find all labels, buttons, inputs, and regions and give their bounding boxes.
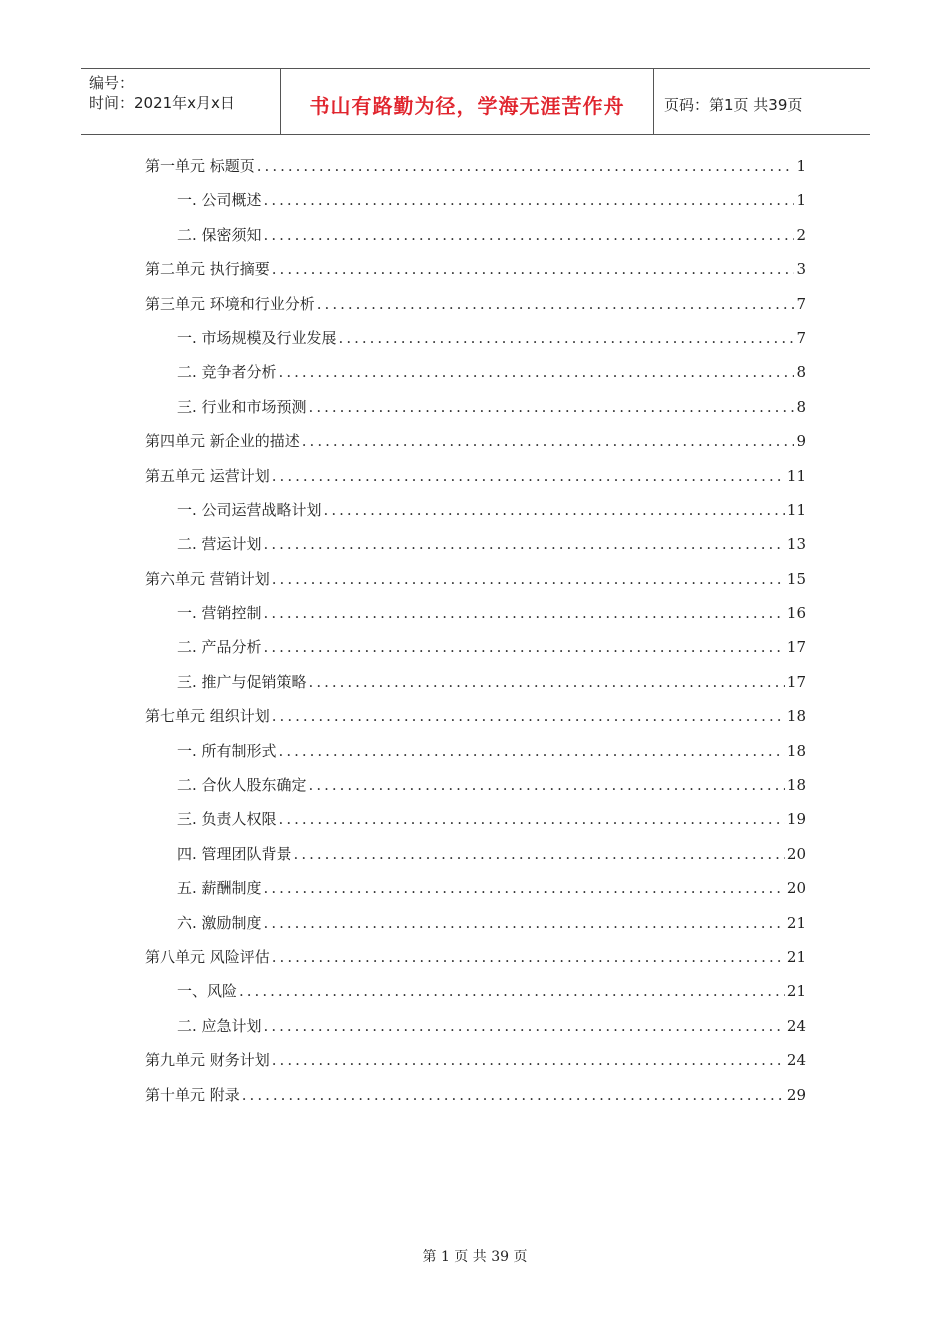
toc-entry-label: 五. 薪酬制度 (177, 879, 262, 898)
toc-entry-page-number: 17 (786, 672, 806, 691)
toc-entry-label: 第二单元 执行摘要 (145, 260, 270, 279)
toc-entry-page-number: 2 (796, 225, 806, 244)
toc-entry-label: 第三单元 环境和行业分析 (145, 294, 315, 313)
toc-entry-page-number: 24 (786, 1051, 806, 1070)
table-of-contents (145, 155, 806, 1118)
toc-entry[interactable] (145, 224, 806, 258)
toc-dot-leader (279, 742, 785, 760)
document-number-label: 编号： (89, 74, 135, 92)
toc-entry-label: 二. 合伙人股东确定 (177, 776, 307, 795)
toc-entry-page-number: 18 (786, 707, 806, 726)
toc-entry[interactable] (145, 258, 806, 292)
toc-entry[interactable] (145, 568, 806, 602)
toc-dot-leader (264, 535, 785, 553)
toc-entry-page-number: 21 (786, 913, 806, 932)
header-motto: 书山有路勤为径，学海无涯苦作舟 (309, 94, 625, 118)
toc-entry[interactable] (145, 671, 806, 705)
toc-dot-leader (294, 845, 785, 863)
toc-entry-page-number: 16 (786, 604, 806, 623)
toc-entry-page-number: 8 (796, 397, 806, 416)
toc-entry[interactable] (145, 293, 806, 327)
toc-dot-leader (272, 948, 785, 966)
toc-entry[interactable] (145, 189, 806, 223)
toc-entry[interactable] (145, 843, 806, 877)
toc-dot-leader (272, 707, 785, 725)
toc-entry-page-number: 21 (786, 947, 806, 966)
toc-entry[interactable] (145, 1015, 806, 1049)
toc-entry-page-number: 20 (786, 879, 806, 898)
toc-entry-label: 四. 管理团队背景 (177, 844, 292, 863)
toc-entry-label: 第六单元 营销计划 (145, 569, 270, 588)
toc-entry[interactable] (145, 636, 806, 670)
document-time-label: 时间：2021年x月x日 (89, 94, 235, 112)
toc-dot-leader (279, 810, 785, 828)
toc-entry[interactable] (145, 808, 806, 842)
toc-entry-label: 二. 产品分析 (177, 638, 262, 657)
toc-entry-label: 第八单元 风险评估 (145, 947, 270, 966)
toc-entry[interactable] (145, 1049, 806, 1083)
toc-entry[interactable] (145, 155, 806, 189)
toc-entry-label: 三. 推广与促销策略 (177, 672, 307, 691)
toc-entry-page-number: 9 (796, 432, 806, 451)
toc-dot-leader (309, 398, 795, 416)
toc-entry[interactable] (145, 430, 806, 464)
toc-entry-label: 一. 营销控制 (177, 604, 262, 623)
toc-entry-page-number: 1 (796, 157, 806, 175)
toc-entry-label: 一. 公司运营战略计划 (177, 500, 322, 519)
header-page-info: 页码：第1页 共39页 (664, 96, 803, 114)
toc-entry-page-number: 21 (786, 982, 806, 1001)
toc-dot-leader (264, 914, 785, 932)
toc-entry-page-number: 29 (786, 1085, 806, 1104)
toc-dot-leader (272, 1051, 785, 1069)
toc-dot-leader (272, 260, 795, 278)
toc-entry[interactable] (145, 327, 806, 361)
toc-entry[interactable] (145, 361, 806, 395)
toc-entry[interactable] (145, 740, 806, 774)
toc-dot-leader (324, 501, 785, 519)
toc-entry-label: 三. 负责人权限 (177, 810, 277, 829)
toc-entry-label: 第七单元 组织计划 (145, 707, 270, 726)
toc-dot-leader (242, 1086, 785, 1104)
toc-entry-page-number: 17 (786, 638, 806, 657)
toc-entry-label: 二. 竞争者分析 (177, 363, 277, 382)
toc-dot-leader (272, 467, 785, 485)
toc-entry[interactable] (145, 1084, 806, 1118)
toc-entry-page-number: 18 (786, 741, 806, 760)
toc-entry-label: 第九单元 财务计划 (145, 1051, 270, 1070)
toc-dot-leader (239, 982, 785, 1000)
toc-entry-label: 第十单元 附录 (145, 1085, 240, 1104)
toc-entry-label: 一. 所有制形式 (177, 741, 277, 760)
toc-entry[interactable] (145, 946, 806, 980)
toc-entry[interactable] (145, 877, 806, 911)
toc-entry-page-number: 13 (786, 535, 806, 554)
toc-entry[interactable] (145, 533, 806, 567)
toc-dot-leader (264, 879, 785, 897)
toc-entry-page-number: 11 (786, 466, 806, 485)
toc-entry-page-number: 7 (796, 328, 806, 347)
toc-entry-page-number: 20 (786, 844, 806, 863)
toc-dot-leader (309, 776, 785, 794)
toc-dot-leader (309, 673, 785, 691)
toc-entry-page-number: 19 (786, 810, 806, 829)
toc-entry-page-number: 7 (796, 294, 806, 313)
toc-entry[interactable] (145, 499, 806, 533)
header-page-cell (654, 69, 870, 134)
toc-dot-leader (302, 432, 795, 450)
page-header (81, 68, 870, 135)
toc-dot-leader (339, 329, 795, 347)
toc-entry-label: 三. 行业和市场预测 (177, 397, 307, 416)
toc-entry[interactable] (145, 396, 806, 430)
toc-dot-leader (264, 1017, 785, 1035)
toc-entry-label: 二. 营运计划 (177, 535, 262, 554)
toc-dot-leader (264, 226, 795, 244)
header-motto-cell (281, 69, 654, 134)
toc-entry-page-number: 24 (786, 1016, 806, 1035)
toc-entry-label: 一、风险 (177, 982, 238, 1001)
toc-entry-page-number: 1 (796, 191, 806, 210)
page-footer: 第 1 页 共 39 页 (422, 1249, 528, 1265)
toc-entry-page-number: 11 (786, 500, 806, 519)
toc-entry[interactable] (145, 980, 806, 1014)
toc-entry-label: 一. 市场规模及行业发展 (177, 328, 337, 347)
toc-dot-leader (272, 570, 785, 588)
toc-entry[interactable] (145, 705, 806, 739)
header-meta-cell (81, 69, 281, 134)
toc-dot-leader (317, 295, 795, 313)
toc-entry[interactable] (145, 912, 806, 946)
toc-entry-label: 第五单元 运营计划 (145, 466, 270, 485)
toc-dot-leader (264, 638, 785, 656)
toc-entry-label: 第四单元 新企业的描述 (145, 432, 300, 451)
toc-entry-page-number: 15 (786, 569, 806, 588)
toc-entry-label: 二. 保密须知 (177, 225, 262, 244)
toc-entry-label: 一. 公司概述 (177, 191, 262, 210)
toc-entry[interactable] (145, 602, 806, 636)
toc-entry[interactable] (145, 774, 806, 808)
toc-entry-page-number: 18 (786, 776, 806, 795)
toc-entry-label: 六. 激励制度 (177, 913, 262, 932)
toc-entry-page-number: 3 (796, 260, 806, 279)
toc-entry-label: 第一单元 标题页 (145, 157, 255, 175)
toc-entry-page-number: 8 (796, 363, 806, 382)
toc-entry-label: 二. 应急计划 (177, 1016, 262, 1035)
toc-entry[interactable] (145, 465, 806, 499)
toc-dot-leader (257, 157, 795, 175)
toc-dot-leader (264, 604, 785, 622)
toc-dot-leader (264, 191, 795, 209)
toc-dot-leader (279, 363, 795, 381)
